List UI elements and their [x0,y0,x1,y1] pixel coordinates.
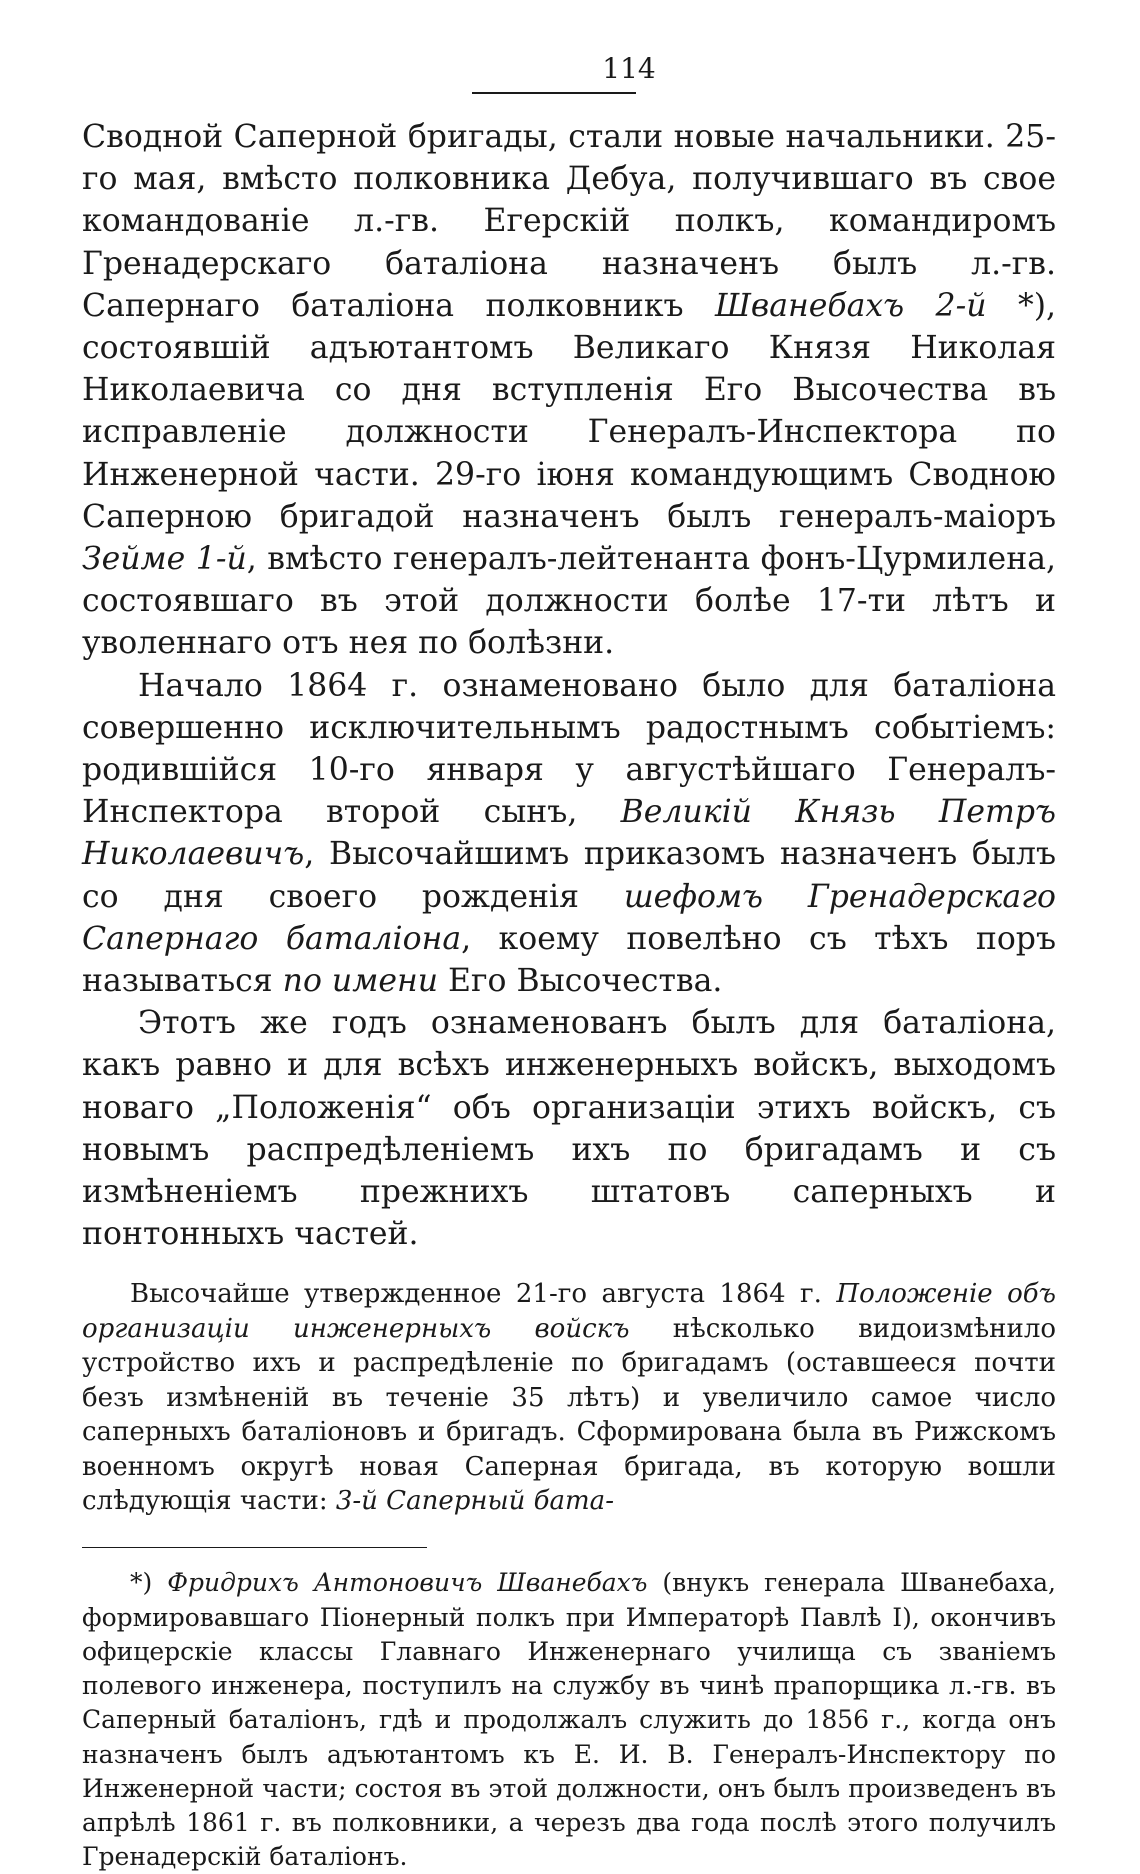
text-run-italic: шефомъ Гренадерскаго Сапернаго баталіона [82,878,1056,957]
text-run-italic: по имени [282,963,439,1000]
text-run-italic: Великій Князь Петръ Николаевичъ [82,794,1056,873]
text-run: , коему повелѣно съ тѣхъ поръ называться [82,920,1056,1000]
text-run: (внукъ генерала Шванебаха, формировавшаго Піонерный полкъ при Императорѣ Павлѣ I), окончивъ офицерскіе классы Главнаго Инженернаго училища съ званіемъ полевого инженера, поступилъ на службу въ чинѣ прапорщика л.-гв. въ Саперный баталіонъ, гдѣ и продолжалъ служить до 1856 г., когда онъ назначенъ былъ адъютантомъ къ Е. И. В. Генералъ-Инспектору по Инженерной части; состоя въ этой должности, онъ былъ произведенъ въ апрѣлѣ 1861 г. въ полковники, а черезъ два года послѣ этого получилъ Гренадерскій баталіонъ. [82,1568,1056,1872]
text-run: , вмѣсто генералъ-лейтенанта фонъ-Цурмилена, состоявшаго въ этой должности болѣе 17-ти лѣтъ и уволеннаго отъ нея по болѣзни. [82,541,1056,662]
main-text [82,116,1056,1255]
text-run-italic: Зейме 1-й [82,541,247,578]
footnote-rule [82,1547,427,1549]
text-run: Его Высочества. [438,963,723,1000]
book-page [82,52,1056,1874]
text-run: Начало 1864 г. ознаменовано было для баталіона совершенно исключительнымъ радостнымъ событіемъ: родившійся 10-го января у августѣйшаго Генералъ-Инспектора второй сынъ, [82,667,1056,831]
paragraph-2 [82,665,1056,1003]
footnote [82,1566,1056,1874]
small-print-paragraph [82,1277,1056,1519]
footnote-marker: *) [130,1568,168,1598]
page-number: 114 [602,52,656,85]
text-run: нѣсколько видоизмѣнило устройство ихъ и распредѣленіе по бригадамъ (оставшееся почти безъ измѣненій въ теченіе 35 лѣтъ) и увеличило самое число саперныхъ баталіоновъ и бригадъ. Сформирована была въ Рижскомъ военномъ округѣ новая Саперная бригада, въ которую вошли слѣдующія части: [82,1313,1057,1517]
paragraph-3 [82,1002,1056,1255]
text-run: *), состоявшій адъютантомъ Великаго Князя Николая Николаевича со дня вступленія Его Высочества въ исправленіе должности Генералъ-Инспектора по Инженерной части. 29-го іюня командующимъ Сводною Саперною бригадой назначенъ былъ генералъ-маіоръ [82,287,1056,535]
text-run-italic: Фридрихъ Антоновичъ Шванебахъ [167,1568,648,1598]
page-number-rule [472,92,636,94]
text-run: , Высочайшимъ приказомъ назначенъ былъ со дня своего рожденія [82,836,1056,915]
text-run: Сводной Саперной бригады, стали новые начальники. 25-го мая, вмѣсто полковника Дебуа, получившаго въ свое командованіе л.-гв. Егерскій полкъ, командиромъ Гренадерскаго баталіона назначенъ былъ л.-гв. Сапернаго баталіона полковникъ [82,119,1056,324]
text-run-italic: Шванебахъ 2-й [714,287,987,324]
text-run-italic: 3-й Саперный бата- [335,1486,614,1517]
text-run: Высочайше утвержденное 21-го августа 1864 г. [130,1279,837,1310]
paragraph-1 [82,116,1056,665]
text-run: Этотъ же годъ ознаменованъ былъ для баталіона, какъ равно и для всѣхъ инженерныхъ войскъ, выходомъ новаго „Положенія“ объ организаціи этихъ войскъ, съ новымъ распредѣленіемъ ихъ по бригадамъ и съ измѣненіемъ прежнихъ штатовъ саперныхъ и понтонныхъ частей. [82,1005,1056,1253]
text-run-italic: Положеніе объ организаціи инженерныхъ войскъ [82,1279,1057,1344]
